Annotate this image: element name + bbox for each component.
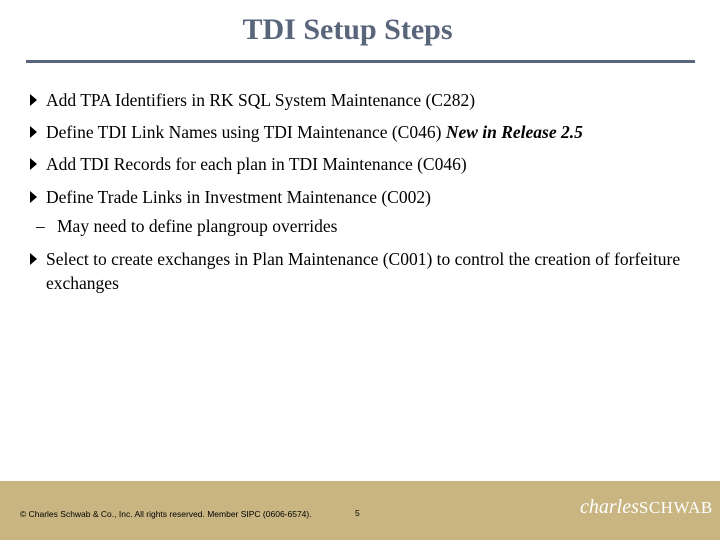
bullet-item <box>26 120 701 144</box>
triangle-bullet-icon <box>30 126 37 138</box>
page-number: 5 <box>355 508 360 518</box>
bullet-item <box>26 152 701 176</box>
dash-bullet-icon: – <box>36 216 45 236</box>
logo-charles-text: charles <box>580 496 639 518</box>
sub-bullet-text: May need to define plangroup overrides <box>57 216 338 236</box>
triangle-bullet-icon <box>30 253 37 265</box>
bullet-text: Add TDI Records for each plan in TDI Maintenance (C046) <box>46 154 467 174</box>
sub-bullet-item <box>26 214 701 238</box>
copyright-text: © Charles Schwab & Co., Inc. All rights reserved. Member SIPC (0606-6574). <box>20 509 312 519</box>
bullet-text: Define TDI Link Names using TDI Maintenance (C046) <box>46 122 446 142</box>
logo-schwab-text: SCHWAB <box>638 498 713 517</box>
footer-bar <box>0 481 720 540</box>
triangle-bullet-icon <box>30 158 37 170</box>
charles-schwab-logo <box>580 496 713 519</box>
bullet-item <box>26 88 701 112</box>
bullet-list <box>26 88 701 295</box>
bullet-text: Define Trade Links in Investment Maintenance (C002) <box>46 187 431 207</box>
bullet-item <box>26 185 701 209</box>
triangle-bullet-icon <box>30 191 37 203</box>
bullet-item <box>26 247 701 295</box>
slide-title: TDI Setup Steps <box>242 13 453 46</box>
bullet-text: Add TPA Identifiers in RK SQL System Maintenance (C282) <box>46 90 476 110</box>
title-divider <box>26 60 695 63</box>
bullet-emphasis: New in Release 2.5 <box>445 122 583 142</box>
bullet-text: Select to create exchanges in Plan Maintenance (C001) to control the creation of forfeiture exchanges <box>46 249 681 293</box>
triangle-bullet-icon <box>30 94 37 106</box>
